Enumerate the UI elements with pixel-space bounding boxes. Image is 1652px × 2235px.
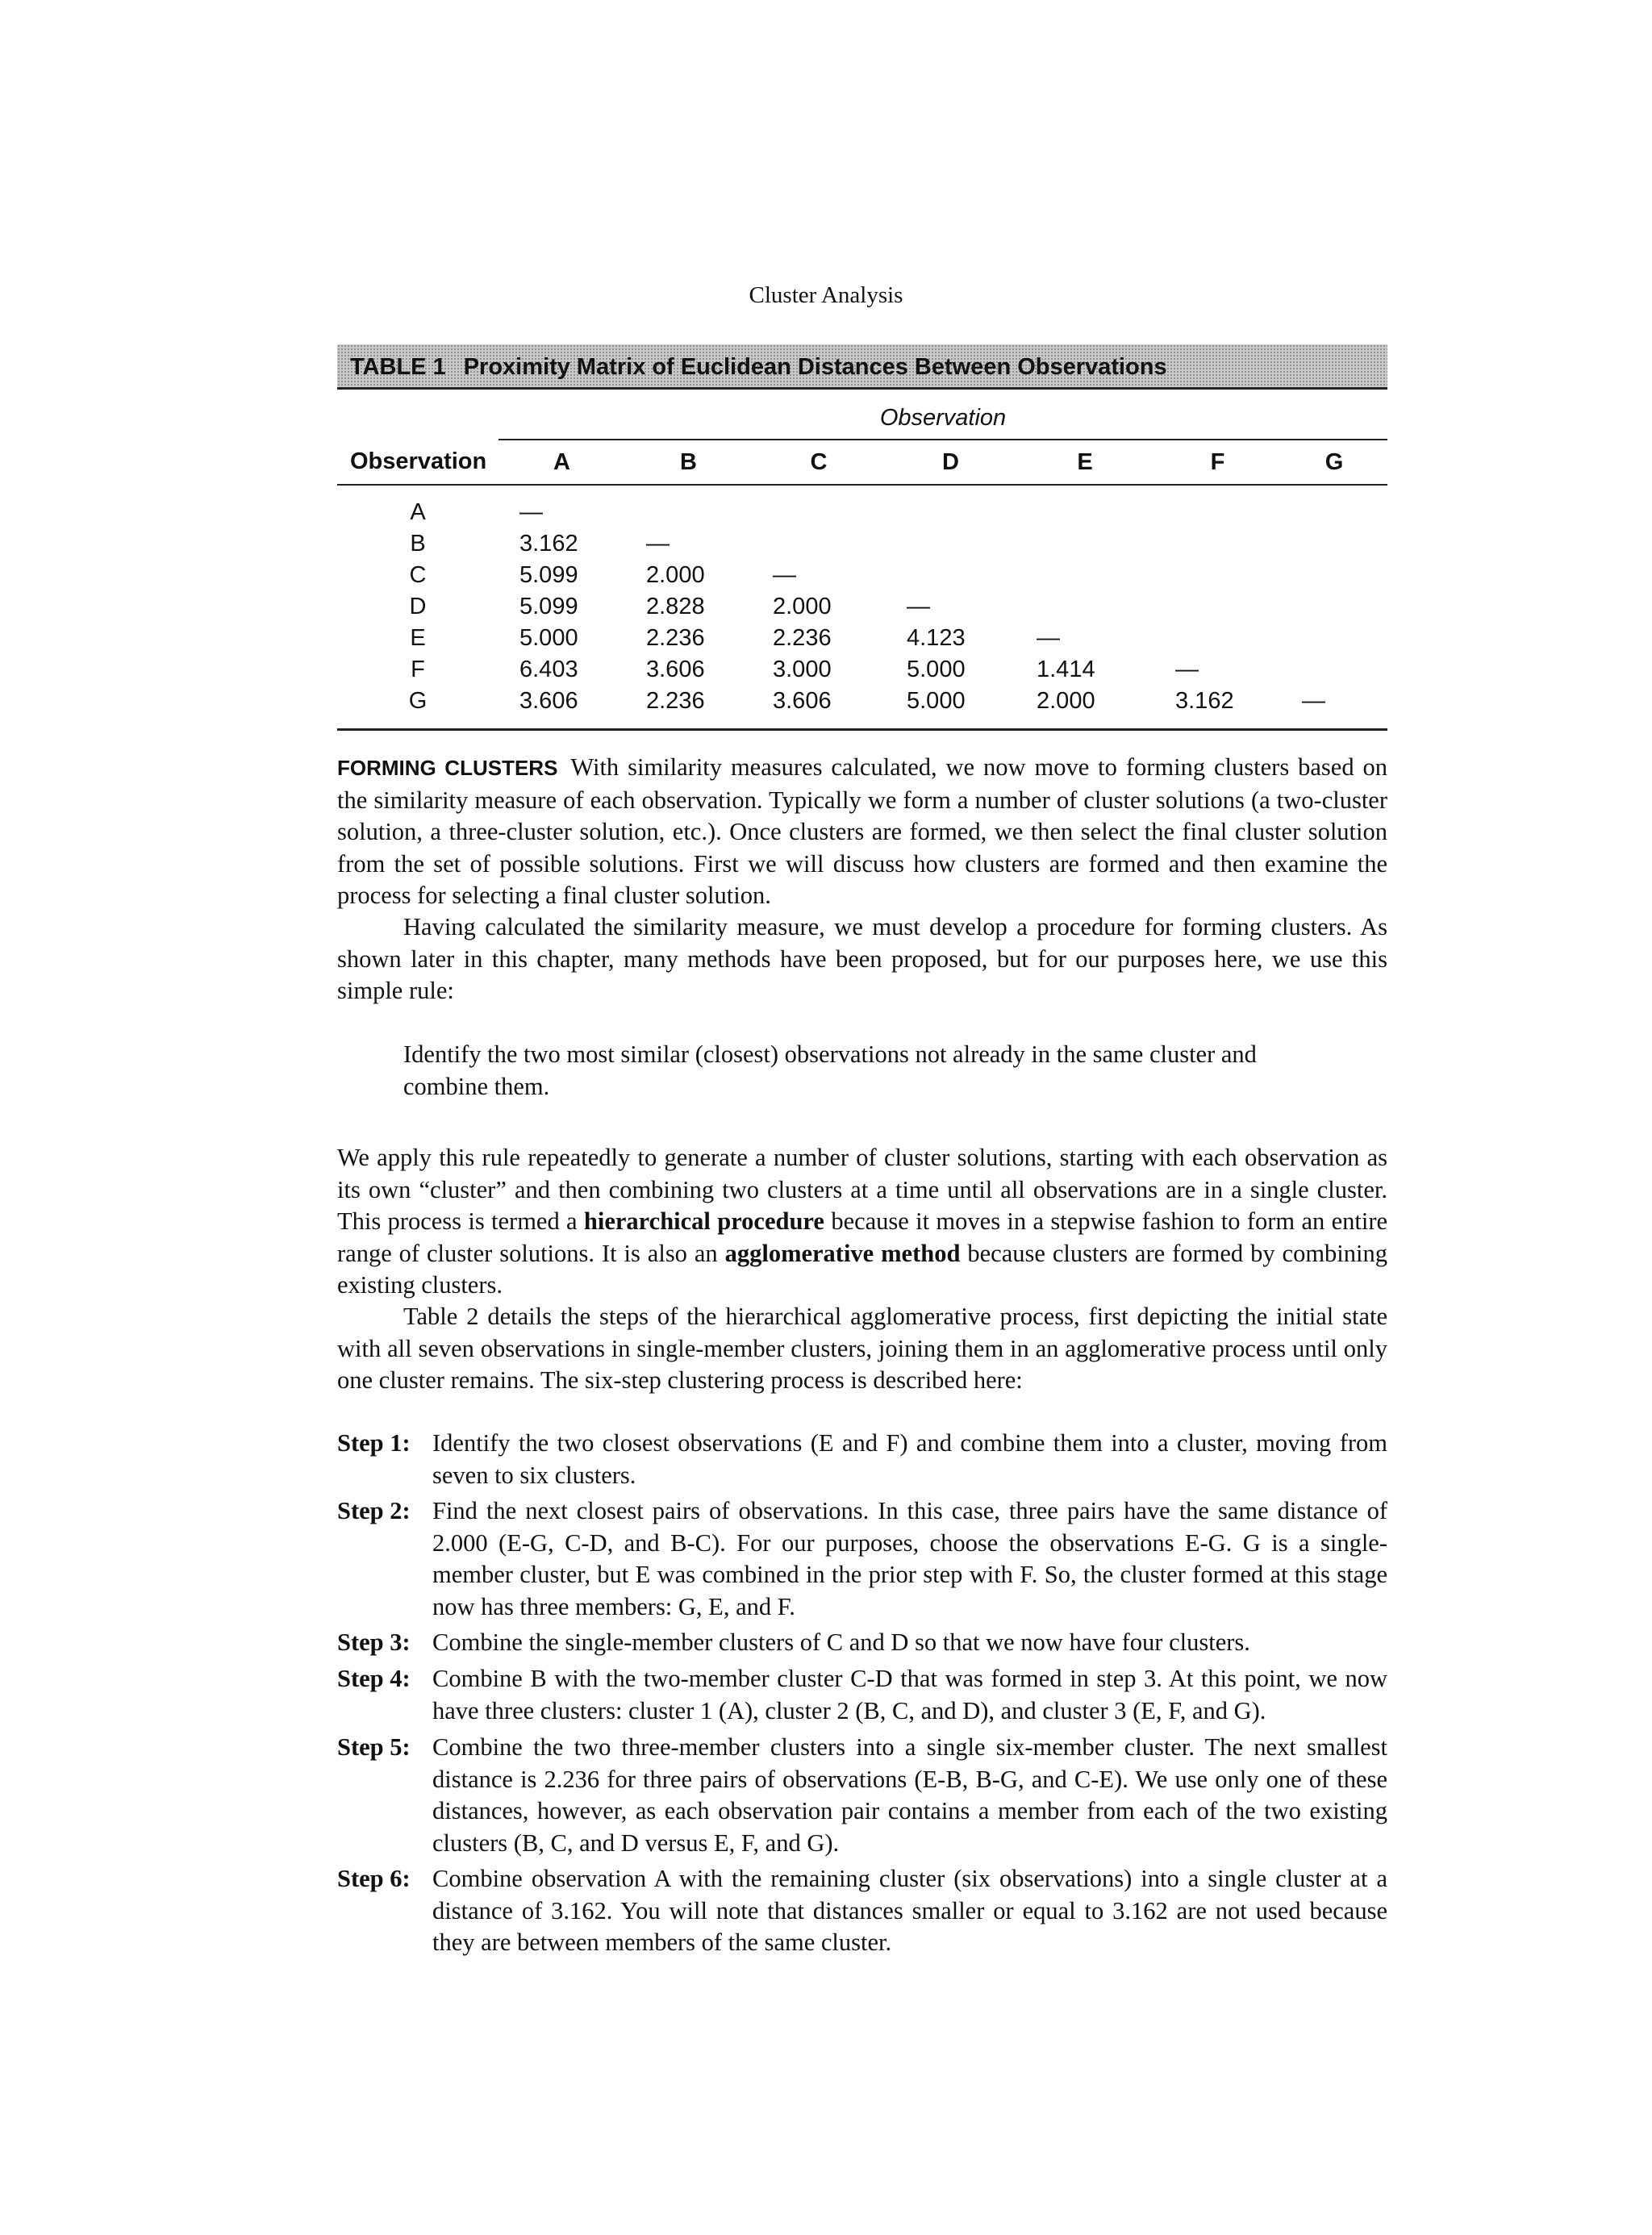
column-header: A	[499, 440, 625, 485]
column-group-header: Observation	[499, 397, 1387, 440]
table-cell	[1016, 528, 1154, 560]
column-header: C	[752, 440, 886, 485]
column-header: G	[1281, 440, 1387, 485]
step-3	[337, 1627, 1387, 1659]
row-label: C	[409, 562, 427, 588]
row-label: A	[410, 499, 426, 525]
key-term: agglomerative method	[724, 1239, 961, 1267]
table-cell: —	[1037, 625, 1060, 651]
table-cell: 2.828	[646, 594, 705, 619]
row-label: G	[337, 686, 499, 730]
table-cell	[752, 485, 886, 528]
step-5	[337, 1732, 1387, 1859]
step-label: Step 5:	[337, 1733, 411, 1761]
step-label: Step 2:	[337, 1497, 411, 1524]
table-cell	[1016, 485, 1154, 528]
table-cell	[1281, 560, 1387, 591]
step-text: Combine the two three-member clusters into a single six-member cluster. The next smallest distance is 2.236 for three pairs of observations (E-B, B-G, and C-E). We use only one of these distances, however, as each observation pair contains a member from each of the two existing clusters (B, C, and D versus E, F, and G).	[432, 1733, 1387, 1857]
table-cell: 5.099	[519, 562, 578, 588]
table-row	[337, 686, 1387, 730]
step-label: Step 3:	[337, 1628, 411, 1656]
proximity-matrix-table	[337, 397, 1387, 731]
table-cell: 2.236	[773, 625, 832, 651]
table-row	[337, 485, 1387, 528]
table-row	[337, 591, 1387, 623]
step-text: Combine B with the two-member cluster C-D that was formed in step 3. At this point, we now have three clusters: cluster 1 (A), cluster 2 (B, C, and D), and cluster 3 (E, F, and G).	[432, 1665, 1387, 1724]
table-row	[337, 654, 1387, 686]
step-label: Step 1:	[337, 1429, 411, 1457]
step-4	[337, 1663, 1387, 1727]
table-cell: 5.000	[886, 686, 1016, 730]
table-cell: 3.162	[1154, 686, 1281, 730]
paragraph-forming-clusters	[337, 752, 1387, 912]
table-cell: 6.403	[519, 657, 578, 682]
table-cell	[1016, 560, 1154, 591]
step-1	[337, 1428, 1387, 1491]
table-cell: 1.414	[1037, 657, 1095, 682]
table-cell	[1016, 591, 1154, 623]
paragraph-table2: Table 2 details the steps of the hierarchical agglomerative process, first depicting the initial state with all seven observations in single-member clusters, joining them in an agglomerative process until only one cluster remains. The six-step clustering process is described here:	[337, 1303, 1387, 1394]
table-cell: —	[1175, 657, 1199, 682]
table-cell	[625, 485, 752, 528]
table-cell	[886, 485, 1016, 528]
step-text: Combine the single-member clusters of C and D so that we now have four clusters.	[432, 1628, 1250, 1656]
table-superheader-row	[337, 397, 1387, 440]
table-cell	[1154, 591, 1281, 623]
table-header-row	[337, 440, 1387, 485]
table-cell	[1281, 485, 1387, 528]
table-cell: 2.000	[646, 562, 705, 588]
table-cell: 3.000	[773, 657, 832, 682]
table-cell	[1154, 560, 1281, 591]
table-cell	[1281, 654, 1387, 686]
column-header: B	[625, 440, 752, 485]
table-cell	[1281, 528, 1387, 560]
table-cell	[886, 560, 1016, 591]
key-term: hierarchical procedure	[583, 1207, 824, 1235]
table-row	[337, 560, 1387, 591]
table-cell: 2.000	[773, 594, 832, 619]
table-cell: —	[1281, 686, 1387, 730]
table-cell: 5.000	[519, 625, 578, 651]
table-cell	[1154, 485, 1281, 528]
step-6	[337, 1863, 1387, 1959]
paragraph-hierarchical	[337, 1142, 1387, 1302]
table-cell	[1281, 623, 1387, 654]
step-label: Step 4:	[337, 1665, 411, 1692]
step-text: Identify the two closest observations (E and F) and combine them into a cluster, moving from seven to six clusters.	[432, 1429, 1387, 1489]
table-cell	[1281, 591, 1387, 623]
table-title: Proximity Matrix of Euclidean Distances Between Observations	[463, 354, 1167, 380]
step-2	[337, 1495, 1387, 1623]
row-label: F	[411, 657, 425, 682]
row-label: E	[410, 625, 426, 651]
table-cell	[752, 528, 886, 560]
table-cell: —	[907, 594, 930, 619]
paragraph-text: because it moves in a stepwise fashion to form an entire range of cluster solutions. It is also an	[337, 1207, 1388, 1267]
table-cell: 4.123	[907, 625, 966, 651]
row-label: B	[410, 531, 426, 557]
table-cell	[886, 528, 1016, 560]
row-header: Observation	[337, 440, 499, 485]
table-cell: 3.162	[519, 531, 578, 557]
table-cell: 2.236	[625, 686, 752, 730]
step-text: Combine observation A with the remaining cluster (six observations) into a single cluster at a distance of 3.162. You will note that distances smaller or equal to 3.162 are not used because they are between members of the same cluster.	[432, 1865, 1387, 1956]
table-cell: 3.606	[646, 657, 705, 682]
table-cell: —	[519, 499, 543, 525]
table-cell: 2.000	[1016, 686, 1154, 730]
table-cell	[1154, 528, 1281, 560]
table-cell: 3.606	[752, 686, 886, 730]
table-row	[337, 528, 1387, 560]
table-cell: —	[646, 531, 670, 557]
column-header: E	[1016, 440, 1154, 485]
table-row	[337, 623, 1387, 654]
table-label: TABLE 1	[350, 354, 446, 380]
step-text: Find the next closest pairs of observations. In this case, three pairs have the same distance of 2.000 (E-G, C-D, and B-C). For our purposes, choose the observations E-G. G is a single-member cluster, but E was combined in the prior step with F. So, the cluster formed at this stage now has three members: G, E, and F.	[432, 1497, 1387, 1620]
table-cell	[1154, 623, 1281, 654]
table-cell: 2.236	[646, 625, 705, 651]
table-cell: —	[773, 562, 796, 588]
rule-quote: Identify the two most similar (closest) observations not already in the same cluster and combine them.	[403, 1040, 1257, 1100]
runin-heading: FORMING CLUSTERS	[337, 756, 558, 780]
table-cell: 5.000	[907, 657, 966, 682]
step-label: Step 6:	[337, 1865, 411, 1892]
paragraph-procedure: Having calculated the similarity measure, we must develop a procedure for forming clusters. As shown later in this chapter, many methods have been proposed, but for our purposes here, we use this simple rule:	[337, 913, 1387, 1004]
column-header: D	[886, 440, 1016, 485]
table-cell: 3.606	[499, 686, 625, 730]
paragraph-text: because clusters are formed by combining existing clusters.	[337, 1239, 1387, 1299]
row-label: D	[409, 594, 427, 619]
paragraph-text: We apply this rule repeatedly to generate a number of cluster solutions, starting with each observation as its own “cluster” and then combining two clusters at a time until all observations are in a single cluster. This process is termed a	[337, 1144, 1387, 1235]
table-caption	[337, 344, 1387, 390]
paragraph-text: With similarity measures calculated, we now move to forming clusters based on the similarity measure of each observation. Typically we form a number of cluster solutions (a two-cluster solution, a three-cluster solution, etc.). Once clusters are formed, we then select the final cluster solution from the set of possible solutions. First we will discuss how clusters are formed and then examine the process for selecting a final cluster solution.	[337, 753, 1387, 909]
table-cell: 5.099	[519, 594, 578, 619]
column-header: F	[1154, 440, 1281, 485]
running-head: Cluster Analysis	[749, 282, 903, 308]
